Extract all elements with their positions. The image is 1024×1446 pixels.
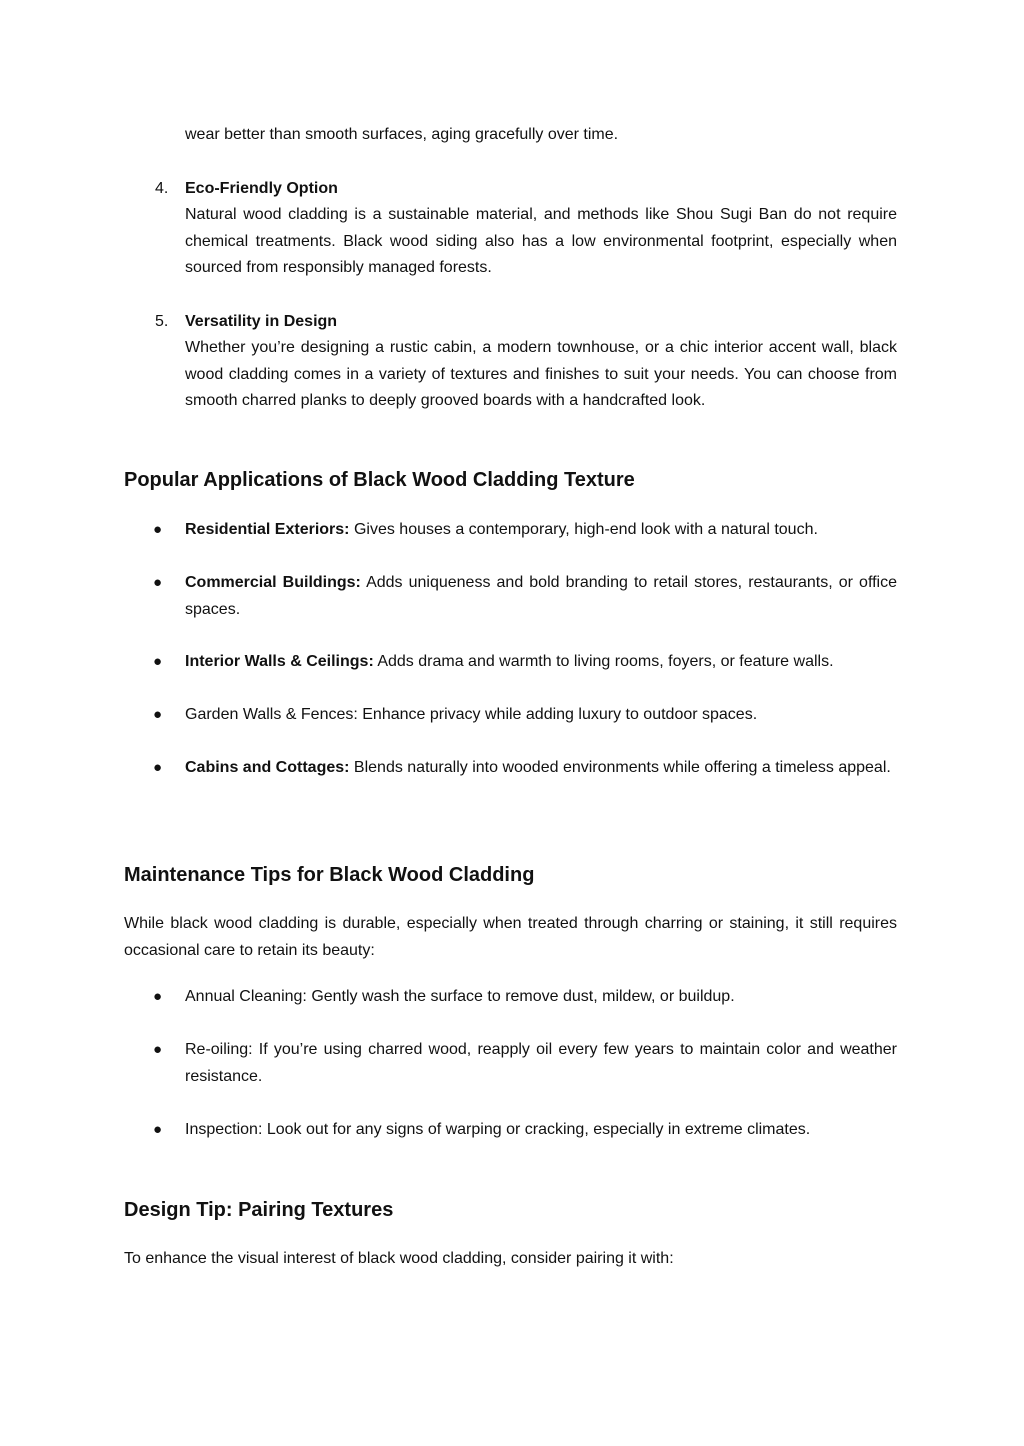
item-label: Interior Walls & Ceilings: [185, 653, 374, 670]
section-heading: Design Tip: Pairing Textures [124, 1199, 394, 1221]
item-text: Blends naturally into wooded environments while offering a timeless appeal. [349, 759, 891, 776]
list-item [185, 702, 897, 729]
bullet-icon: ● [153, 759, 163, 776]
continuation-text: wear better than smooth surfaces, aging gracefully over time. [185, 126, 619, 143]
list-number: 4. [155, 180, 169, 197]
item-title: Eco-Friendly Option [185, 180, 338, 197]
section-intro: While black wood cladding is durable, especially when treated through charring or staining, it still requires occasional care to retain its beauty: [124, 915, 897, 959]
section-heading: Maintenance Tips for Black Wood Cladding [124, 864, 535, 886]
item-text: Adds uniqueness and bold branding to retail stores, restaurants, or office spaces. [185, 574, 897, 618]
numbered-item-title [185, 309, 897, 336]
item-title: Versatility in Design [185, 313, 338, 330]
bullet-icon: ● [153, 988, 163, 1005]
numbered-item-text: Natural wood cladding is a sustainable material, and methods like Shou Sugi Ban do not require chemical treatments. Black wood siding also has a low environmental footprint, especially when sourced from responsibly managed forests. [185, 206, 897, 276]
bullet-icon: ● [153, 521, 163, 538]
list-item: Inspection: Look out for any signs of warping or cracking, especially in extreme climates. [185, 1121, 811, 1138]
bullet-icon: ● [153, 706, 163, 723]
section-heading: Popular Applications of Black Wood Cladding Texture [124, 469, 635, 491]
list-item [185, 517, 897, 544]
item-label: Commercial Buildings: [185, 574, 361, 591]
bullet-icon: ● [153, 653, 163, 670]
item-label: Cabins and Cottages: [185, 759, 350, 776]
item-text: Garden Walls & Fences: Enhance privacy while adding luxury to outdoor spaces. [185, 706, 758, 723]
item-text: Adds drama and warmth to living rooms, foyers, or feature walls. [373, 653, 834, 670]
list-number: 5. [155, 313, 169, 330]
list-item [185, 570, 897, 623]
list-item [185, 755, 897, 782]
item-text: Gives houses a contemporary, high-end look with a natural touch. [349, 521, 818, 538]
numbered-item-title [185, 176, 897, 203]
item-label: Residential Exteriors: [185, 521, 350, 538]
section-intro: To enhance the visual interest of black wood cladding, consider pairing it with: [124, 1250, 674, 1267]
bullet-icon: ● [153, 574, 163, 591]
list-item: Annual Cleaning: Gently wash the surface to remove dust, mildew, or buildup. [185, 988, 735, 1005]
numbered-item-text: Whether you’re designing a rustic cabin, a modern townhouse, or a chic interior accent wall, black wood cladding comes in a variety of textures and finishes to suit your needs. You can choose from smooth charred planks to deeply grooved boards with a handcrafted look. [185, 339, 897, 409]
bullet-icon: ● [153, 1041, 163, 1058]
bullet-icon: ● [153, 1121, 163, 1138]
list-item: Re-oiling: If you’re using charred wood, reapply oil every few years to maintain color and weather resistance. [185, 1041, 897, 1085]
list-item [185, 649, 897, 676]
